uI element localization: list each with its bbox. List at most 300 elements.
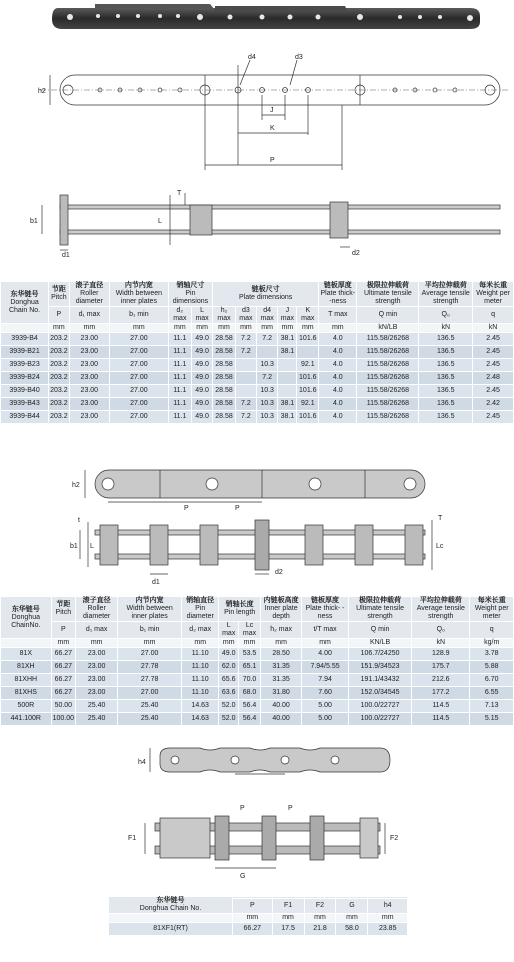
- symbol-cell: Q min: [348, 622, 411, 639]
- table-cell: 27.00: [110, 398, 169, 411]
- table-cell: 11.1: [168, 359, 191, 372]
- table-cell: 7.2: [256, 372, 277, 385]
- label-d2: d2: [352, 250, 360, 257]
- table-cell: 81X: [1, 648, 52, 661]
- symbol-cell: h4: [368, 898, 408, 913]
- table-cell: [278, 385, 297, 398]
- symbol-cell: P: [49, 307, 70, 324]
- symbol-cell: J max: [278, 307, 297, 324]
- table-cell: 66.27: [51, 648, 75, 661]
- symbol-cell: q: [470, 622, 514, 639]
- symbol-cell: d₁ max: [76, 622, 118, 639]
- symbol-cell: t/T max: [302, 622, 349, 639]
- table-cell: 27.00: [118, 648, 182, 661]
- unit-cell: mm: [297, 324, 319, 333]
- table-cell: 136.5: [419, 372, 473, 385]
- th-thick: 链板厚度 Plate thick- -ness: [320, 282, 356, 305]
- symbol-cell: d4 max: [256, 307, 277, 324]
- table-cell: 136.5: [419, 359, 473, 372]
- table-cell: 7.13: [470, 700, 514, 713]
- table-cell: 11.1: [168, 411, 191, 424]
- table-cell: 4.0: [319, 372, 357, 385]
- table-cell: 62.0: [219, 661, 239, 674]
- th-pin: 销轴尺寸 Pin dimensions: [168, 282, 212, 307]
- table-cell: 101.6: [297, 411, 319, 424]
- table-cell: 66.27: [233, 923, 272, 936]
- th-inner: 内节内宽 Width between inner plates: [110, 282, 169, 307]
- table-cell: 40.00: [260, 713, 301, 726]
- symbol-cell: Q min: [357, 307, 419, 324]
- table-cell: 23.00: [69, 333, 109, 346]
- th-ats: 平均拉伸载荷 Average tensile strength: [419, 282, 473, 307]
- table-cell: 28.58: [213, 333, 236, 346]
- table-row: [1, 411, 514, 424]
- table-cell: 38.1: [278, 411, 297, 424]
- spec-table-2: [0, 596, 514, 726]
- symbol-cell: d₁ max: [69, 307, 109, 324]
- table-cell: [278, 359, 297, 372]
- table-cell: 81XH: [1, 661, 52, 674]
- table-cell: 66.27: [51, 687, 75, 700]
- table-cell: 4.0: [319, 398, 357, 411]
- label2-T: T: [438, 515, 443, 522]
- table-cell: 23.00: [76, 687, 118, 700]
- symbol-cell: P: [51, 622, 75, 639]
- table-cell: 28.58: [213, 372, 236, 385]
- table-cell: 191.1/43432: [348, 674, 411, 687]
- unit-cell: mm: [76, 639, 118, 648]
- table-cell: 23.00: [76, 674, 118, 687]
- unit-cell: mm: [51, 639, 75, 648]
- table-cell: 7.60: [302, 687, 349, 700]
- table-cell: 3939-B21: [1, 346, 49, 359]
- table-cell: 11.1: [168, 372, 191, 385]
- label3-P2: P: [288, 805, 293, 812]
- symbol-cell: L max: [219, 622, 239, 639]
- table-cell: 31.35: [260, 661, 301, 674]
- table-cell: 2.42: [473, 398, 514, 411]
- table-cell: 203.2: [49, 372, 70, 385]
- unit-cell: mm: [304, 914, 336, 923]
- symbol-cell: Q₀: [412, 622, 470, 639]
- table-cell: 11.1: [168, 398, 191, 411]
- table-cell: 11.10: [182, 674, 219, 687]
- table-cell: 7.94/5.55: [302, 661, 349, 674]
- table-cell: 203.2: [49, 411, 70, 424]
- table-cell: 7.2: [235, 333, 256, 346]
- table-cell: 115.58/26268: [357, 333, 419, 346]
- table-cell: 203.2: [49, 333, 70, 346]
- table-row: [1, 398, 514, 411]
- table-cell: 3939-B4: [1, 333, 49, 346]
- table-cell: 3939-B23: [1, 359, 49, 372]
- label2-P2: P: [235, 505, 240, 512]
- symbol-cell: P: [233, 898, 272, 913]
- table-cell: 27.00: [118, 687, 182, 700]
- symbol-cell: K max: [297, 307, 319, 324]
- table-cell: 11.1: [168, 385, 191, 398]
- table-cell: 100.0/22727: [348, 713, 411, 726]
- table-cell: 28.58: [213, 346, 236, 359]
- table-cell: 56.4: [239, 700, 261, 713]
- th2-weight: 每米长重 Weight per meter: [470, 597, 514, 622]
- unit-cell: mm: [239, 639, 261, 648]
- table-cell: 5.15: [470, 713, 514, 726]
- table-cell: 3939-B40: [1, 385, 49, 398]
- table-cell: 27.00: [110, 372, 169, 385]
- table-cell: 10.3: [256, 359, 277, 372]
- unit-cell: mm: [49, 324, 70, 333]
- unit-cell: KN/LB: [348, 639, 411, 648]
- table-cell: 114.5: [412, 700, 470, 713]
- symbol-cell: d₂ max: [182, 622, 219, 639]
- table-cell: 28.58: [213, 398, 236, 411]
- label-b1: b1: [30, 218, 38, 225]
- table-row: [1, 713, 514, 726]
- table-cell: 23.00: [69, 359, 109, 372]
- unit-cell: mm: [69, 324, 109, 333]
- table-cell: 40.00: [260, 700, 301, 713]
- unit-cell: kN/LB: [357, 324, 419, 333]
- th2-inner: 内节内宽 Width between inner plates: [118, 597, 182, 622]
- table-cell: [235, 359, 256, 372]
- table-cell: 49.0: [191, 359, 212, 372]
- symbol-cell: L max: [191, 307, 212, 324]
- th-pitch: 节距 Pitch: [49, 282, 70, 307]
- table-cell: 27.00: [110, 411, 169, 424]
- table-row: [1, 333, 514, 346]
- unit-cell: mm: [272, 914, 304, 923]
- table-cell: 3939-B44: [1, 411, 49, 424]
- table-cell: [278, 372, 297, 385]
- table-cell: 68.0: [239, 687, 261, 700]
- table-cell: 4.0: [319, 333, 357, 346]
- unit-cell: mm: [233, 914, 272, 923]
- symbol-cell: q: [473, 307, 514, 324]
- symbol-cell: Q₀: [419, 307, 473, 324]
- symbol-cell: d₂ max: [168, 307, 191, 324]
- label2-L: L: [90, 543, 94, 550]
- symbol-cell: Lc max: [239, 622, 261, 639]
- table-cell: 52.0: [219, 713, 239, 726]
- table-cell: 14.63: [182, 713, 219, 726]
- table-cell: 81XF1(RT): [109, 923, 233, 936]
- table-cell: 38.1: [278, 346, 297, 359]
- label-d3: d3: [295, 54, 303, 61]
- table-cell: 115.58/26268: [357, 372, 419, 385]
- table-cell: 49.0: [191, 372, 212, 385]
- drawing-1: [0, 45, 514, 270]
- table-cell: 7.94: [302, 674, 349, 687]
- table-row: [1, 700, 514, 713]
- table-cell: 136.5: [419, 346, 473, 359]
- table-row: [1, 372, 514, 385]
- table-cell: 203.2: [49, 359, 70, 372]
- th-uts: 极限拉伸载荷 Ultimate tensile strength: [357, 282, 419, 307]
- unit-cell: mm: [278, 324, 297, 333]
- table-cell: 128.9: [412, 648, 470, 661]
- table-row: [1, 648, 514, 661]
- symbol-cell: F2: [304, 898, 336, 913]
- table-cell: 53.5: [239, 648, 261, 661]
- label3-F2: F2: [390, 835, 399, 842]
- label-d4: d4: [248, 54, 256, 61]
- unit-cell: mm: [168, 324, 191, 333]
- table-cell: 115.58/26268: [357, 346, 419, 359]
- table-cell: 28.58: [213, 385, 236, 398]
- table-cell: 23.00: [69, 346, 109, 359]
- table-cell: 28.58: [213, 359, 236, 372]
- table-cell: 203.2: [49, 385, 70, 398]
- table-cell: 177.2: [412, 687, 470, 700]
- table-cell: 115.58/26268: [357, 359, 419, 372]
- symbol-cell: d3 max: [235, 307, 256, 324]
- table-cell: 31.35: [260, 674, 301, 687]
- table-cell: 212.6: [412, 674, 470, 687]
- table-cell: 7.2: [235, 411, 256, 424]
- table-row: [1, 359, 514, 372]
- table-cell: 4.0: [319, 385, 357, 398]
- table-cell: 31.80: [260, 687, 301, 700]
- unit-cell: mm: [182, 639, 219, 648]
- table-cell: 23.00: [69, 411, 109, 424]
- table-cell: 136.5: [419, 385, 473, 398]
- table-cell: 27.00: [110, 385, 169, 398]
- table-cell: 6.70: [470, 674, 514, 687]
- table-cell: 65.6: [219, 674, 239, 687]
- table-cell: 56.4: [239, 713, 261, 726]
- table-cell: 4.00: [302, 648, 349, 661]
- table-cell: 38.1: [278, 398, 297, 411]
- unit-cell: mm: [219, 639, 239, 648]
- table-cell: 115.58/26268: [357, 385, 419, 398]
- table-cell: 23.00: [76, 648, 118, 661]
- table-cell: 500R: [1, 700, 52, 713]
- table-cell: 23.85: [368, 923, 408, 936]
- table-cell: 151.9/34523: [348, 661, 411, 674]
- table-cell: 3939-B24: [1, 372, 49, 385]
- table-cell: 25.40: [118, 700, 182, 713]
- table-cell: [235, 385, 256, 398]
- table-cell: 25.40: [76, 700, 118, 713]
- table-cell: 2.45: [473, 359, 514, 372]
- table-cell: 7.2: [235, 346, 256, 359]
- table-cell: 50.00: [51, 700, 75, 713]
- spec-table-3: [108, 896, 408, 936]
- table-cell: [297, 346, 319, 359]
- label3-h4: h4: [138, 759, 146, 766]
- table-cell: 11.1: [168, 346, 191, 359]
- table-cell: 2.45: [473, 385, 514, 398]
- unit-cell: mm: [191, 324, 212, 333]
- label2-d1: d1: [152, 579, 160, 586]
- symbol-cell: b₁ min: [118, 622, 182, 639]
- label-L: L: [158, 218, 162, 225]
- table-row: [109, 923, 408, 936]
- table-cell: 49.0: [191, 411, 212, 424]
- symbol-cell: F1: [272, 898, 304, 913]
- table-cell: 49.0: [191, 333, 212, 346]
- table-cell: 58.0: [336, 923, 368, 936]
- table-cell: 5.00: [302, 713, 349, 726]
- table-cell: 101.6: [297, 372, 319, 385]
- th-weight: 每米长重 Weight per meter: [473, 282, 514, 307]
- table-cell: 136.5: [419, 398, 473, 411]
- table-cell: 4.0: [319, 359, 357, 372]
- table-cell: 136.5: [419, 411, 473, 424]
- chain-photo: [0, 2, 514, 34]
- table-cell: 81XHS: [1, 687, 52, 700]
- symbol-cell: h₂ max: [260, 622, 301, 639]
- label3-G: G: [240, 873, 246, 880]
- th-plate: 链板尺寸 Plate dimensions: [213, 282, 319, 307]
- th-chain-no: 东华链号 Donghua Chain No.: [1, 282, 49, 324]
- label2-Lc: Lc: [436, 543, 444, 550]
- table-cell: 49.0: [191, 346, 212, 359]
- table-cell: 14.63: [182, 700, 219, 713]
- table-cell: 203.2: [49, 346, 70, 359]
- table-cell: 52.0: [219, 700, 239, 713]
- table-cell: 17.5: [272, 923, 304, 936]
- table-cell: 25.40: [118, 713, 182, 726]
- table-cell: 3939-B43: [1, 398, 49, 411]
- unit-cell: mm: [213, 324, 236, 333]
- table-cell: 114.5: [412, 713, 470, 726]
- table-cell: 63.6: [219, 687, 239, 700]
- label-d1: d1: [62, 252, 70, 259]
- drawing-3: [0, 738, 514, 888]
- table-cell: 23.00: [69, 398, 109, 411]
- table-row: [1, 687, 514, 700]
- th2-plate-h: 内链板高度 Inner plate depth: [260, 597, 301, 622]
- table-cell: 11.1: [168, 333, 191, 346]
- table-cell: 106.7/24250: [348, 648, 411, 661]
- table-cell: 70.0: [239, 674, 261, 687]
- table-cell: 66.27: [51, 674, 75, 687]
- table-cell: 27.78: [118, 661, 182, 674]
- table-cell: 203.2: [49, 398, 70, 411]
- table-cell: 23.00: [69, 385, 109, 398]
- table-cell: [256, 346, 277, 359]
- unit-cell: mm: [336, 914, 368, 923]
- symbol-cell: G: [336, 898, 368, 913]
- table-cell: 27.00: [110, 333, 169, 346]
- table-cell: 441.100R: [1, 713, 52, 726]
- table-cell: 5.00: [302, 700, 349, 713]
- table-cell: [235, 372, 256, 385]
- table-cell: 10.3: [256, 385, 277, 398]
- table-cell: 11.10: [182, 687, 219, 700]
- th2-thick: 链板厚度 Plate thick- -ness: [302, 597, 349, 622]
- unit-cell: mm: [319, 324, 357, 333]
- table-cell: 2.45: [473, 411, 514, 424]
- symbol-cell: T max: [319, 307, 357, 324]
- table-cell: 49.0: [191, 398, 212, 411]
- table-cell: 4.0: [319, 411, 357, 424]
- label-h2: h2: [38, 88, 46, 95]
- table-cell: 175.7: [412, 661, 470, 674]
- table-cell: 65.1: [239, 661, 261, 674]
- th2-pin-len: 销轴长度 Pin length: [219, 597, 261, 622]
- table-cell: 115.58/26268: [357, 398, 419, 411]
- table-cell: 115.58/26268: [357, 411, 419, 424]
- table-cell: 136.5: [419, 333, 473, 346]
- table-cell: 10.3: [256, 411, 277, 424]
- table-cell: 3.78: [470, 648, 514, 661]
- symbol-cell: b₁ min: [110, 307, 169, 324]
- spec-table-1: [0, 281, 514, 424]
- label3-F1: F1: [128, 835, 137, 842]
- symbol-cell: h₂ max: [213, 307, 236, 324]
- table-cell: 5.88: [470, 661, 514, 674]
- table-cell: 2.45: [473, 333, 514, 346]
- table-cell: 101.6: [297, 333, 319, 346]
- table-cell: 28.58: [213, 411, 236, 424]
- table-cell: 38.1: [278, 333, 297, 346]
- drawing-2: [0, 462, 514, 592]
- unit-cell: kg/m: [470, 639, 514, 648]
- table-cell: 21.8: [304, 923, 336, 936]
- label-K: K: [270, 125, 275, 132]
- table-cell: 100.0/22727: [348, 700, 411, 713]
- unit-cell: kN: [419, 324, 473, 333]
- table-cell: 7.2: [235, 398, 256, 411]
- table-row: [1, 346, 514, 359]
- th2-chain-no: 东华链号 Donghua ChainNo.: [1, 597, 52, 639]
- label2-h2: h2: [72, 482, 80, 489]
- th2-pin-d: 销轴直径 Pin diameter: [182, 597, 219, 622]
- unit-cell: mm: [256, 324, 277, 333]
- table-cell: 4.0: [319, 346, 357, 359]
- th-roller: 滚子直径 Roller diameter: [69, 282, 109, 307]
- table-cell: 2.48: [473, 372, 514, 385]
- table-cell: 49.0: [191, 385, 212, 398]
- table-cell: 7.2: [256, 333, 277, 346]
- table-cell: 81XHH: [1, 674, 52, 687]
- table-cell: 25.40: [76, 713, 118, 726]
- table-cell: 23.00: [69, 372, 109, 385]
- table-row: [1, 385, 514, 398]
- label2-d2: d2: [275, 569, 283, 576]
- unit-cell: mm: [235, 324, 256, 333]
- table-cell: 10.3: [256, 398, 277, 411]
- unit-cell: mm: [260, 639, 301, 648]
- table-cell: 66.27: [51, 661, 75, 674]
- table-cell: 92.1: [297, 398, 319, 411]
- label2-P1: P: [184, 505, 189, 512]
- table-row: [1, 661, 514, 674]
- table-cell: 27.78: [118, 674, 182, 687]
- table-cell: 152.0/34545: [348, 687, 411, 700]
- th2-ats: 平均拉伸载荷 Average tensile strength: [412, 597, 470, 622]
- table-cell: 27.00: [110, 359, 169, 372]
- table-cell: 28.50: [260, 648, 301, 661]
- unit-cell: kN: [473, 324, 514, 333]
- label-P: P: [270, 157, 275, 164]
- table-cell: 92.1: [297, 359, 319, 372]
- th2-pitch: 节距 Pitch: [51, 597, 75, 622]
- label3-P1: P: [240, 805, 245, 812]
- table-cell: 11.10: [182, 648, 219, 661]
- label2-t: t: [78, 517, 80, 524]
- table-cell: 11.10: [182, 661, 219, 674]
- unit-cell: mm: [368, 914, 408, 923]
- label-T: T: [177, 190, 182, 197]
- table-row: [1, 674, 514, 687]
- th2-roller: 滚子直径 Roller diameter: [76, 597, 118, 622]
- unit-cell: kN: [412, 639, 470, 648]
- table-cell: 2.45: [473, 346, 514, 359]
